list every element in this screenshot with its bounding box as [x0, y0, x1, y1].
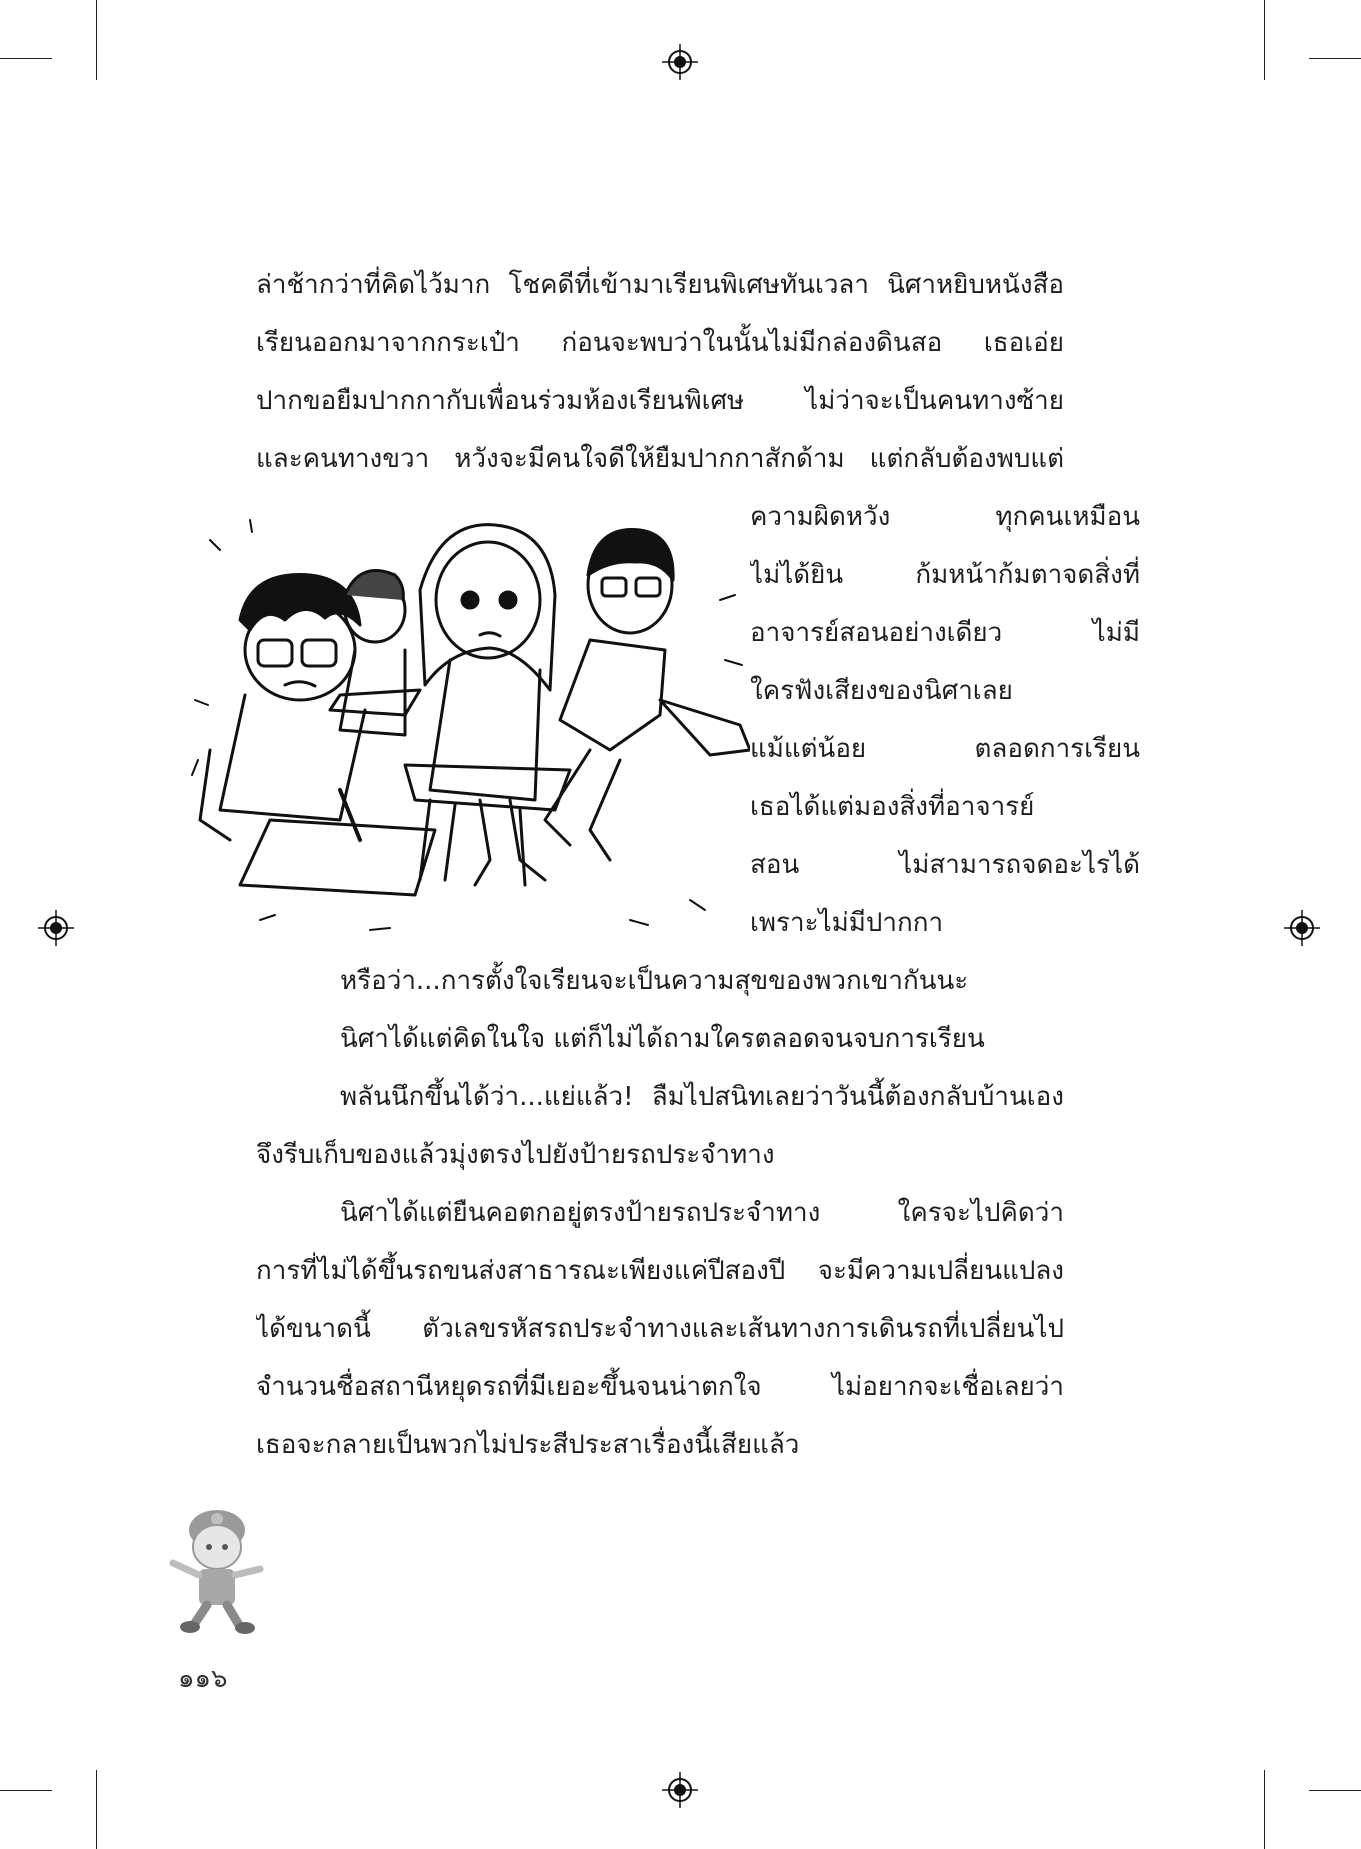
crop-mark-icon [96, 0, 97, 80]
crop-mark-icon [1309, 58, 1361, 59]
crop-mark-icon [1264, 0, 1265, 80]
classroom-illustration [190, 500, 750, 940]
body-line: พลันนึกขึ้นได้ว่า...แย่แล้ว! ลืมไปสนิทเลยว่าวันนี้ต้องกลับบ้านเอง [340, 1082, 1064, 1112]
body-line: ความผิดหวัง ทุกคนเหมือน [750, 502, 1140, 532]
registration-mark-icon [38, 910, 74, 946]
body-line: ไม่ได้ยิน ก้มหน้าก้มตาจดสิ่งที่ [750, 560, 1140, 590]
body-line: และคนทางขวา หวังจะมีคนใจดีให้ยืมปากกาสักด้าม แต่กลับต้องพบแต่ [256, 444, 1064, 474]
body-line: เพราะไม่มีปากกา [750, 908, 944, 938]
body-line: หรือว่า...การตั้งใจเรียนจะเป็นความสุขของพวกเขากันนะ [340, 966, 969, 996]
registration-mark-icon [662, 44, 698, 80]
mascot-boy-icon [165, 1505, 265, 1635]
body-line: การที่ไม่ได้ขึ้นรถขนส่งสาธารณะเพียงแค่ปีสองปี จะมีความเปลี่ยนแปลง [256, 1256, 1064, 1286]
crop-mark-icon [0, 1790, 52, 1791]
body-line: จำนวนชื่อสถานีหยุดรถที่มีเยอะขึ้นจนน่าตกใจ ไม่อยากจะเชื่อเลยว่า [256, 1372, 1064, 1402]
body-line: ล่าช้ากว่าที่คิดไว้มาก โชคดีที่เข้ามาเรียนพิเศษทันเวลา นิศาหยิบหนังสือ [256, 270, 1064, 300]
body-line: เรียนออกมาจากกระเป๋า ก่อนจะพบว่าในนั้นไม่มีกล่องดินสอ เธอเอ่ย [256, 328, 1064, 358]
body-line: อาจารย์สอนอย่างเดียว ไม่มี [750, 618, 1140, 648]
crop-mark-icon [96, 1770, 97, 1849]
body-line: นิศาได้แต่ยืนคอตกอยู่ตรงป้ายรถประจำทาง ใครจะไปคิดว่า [340, 1198, 1064, 1228]
girl-hair [420, 525, 555, 690]
crop-mark-icon [1264, 1770, 1265, 1849]
body-line: แม้แต่น้อย ตลอดการเรียน [750, 734, 1140, 764]
registration-mark-icon [1284, 910, 1320, 946]
body-line: สอน ไม่สามารถจดอะไรได้ [750, 850, 1140, 880]
body-line: เธอจะกลายเป็นพวกไม่ประสีประสาเรื่องนี้เสียแล้ว [256, 1430, 800, 1460]
body-line: ได้ขนาดนี้ ตัวเลขรหัสรถประจำทางและเส้นทางการเดินรถที่เปลี่ยนไป [256, 1314, 1064, 1344]
body-line: นิศาได้แต่คิดในใจ แต่ก็ไม่ได้ถามใครตลอดจนจบการเรียน [340, 1024, 985, 1054]
page-number: ๑๑๖ [178, 1664, 228, 1694]
registration-mark-icon [662, 1772, 698, 1808]
crop-mark-icon [0, 58, 52, 59]
crop-mark-icon [1309, 1790, 1361, 1791]
body-line: จึงรีบเก็บของแล้วมุ่งตรงไปยังป้ายรถประจำทาง [256, 1140, 775, 1170]
body-line: เธอได้แต่มองสิ่งที่อาจารย์ [750, 792, 1035, 822]
body-line: ปากขอยืมปากกากับเพื่อนร่วมห้องเรียนพิเศษ ไม่ว่าจะเป็นคนทางซ้าย [256, 386, 1064, 416]
body-line: ใครฟังเสียงของนิศาเลย [750, 676, 1013, 706]
boy-hair [240, 575, 360, 630]
boy-head [245, 600, 355, 700]
